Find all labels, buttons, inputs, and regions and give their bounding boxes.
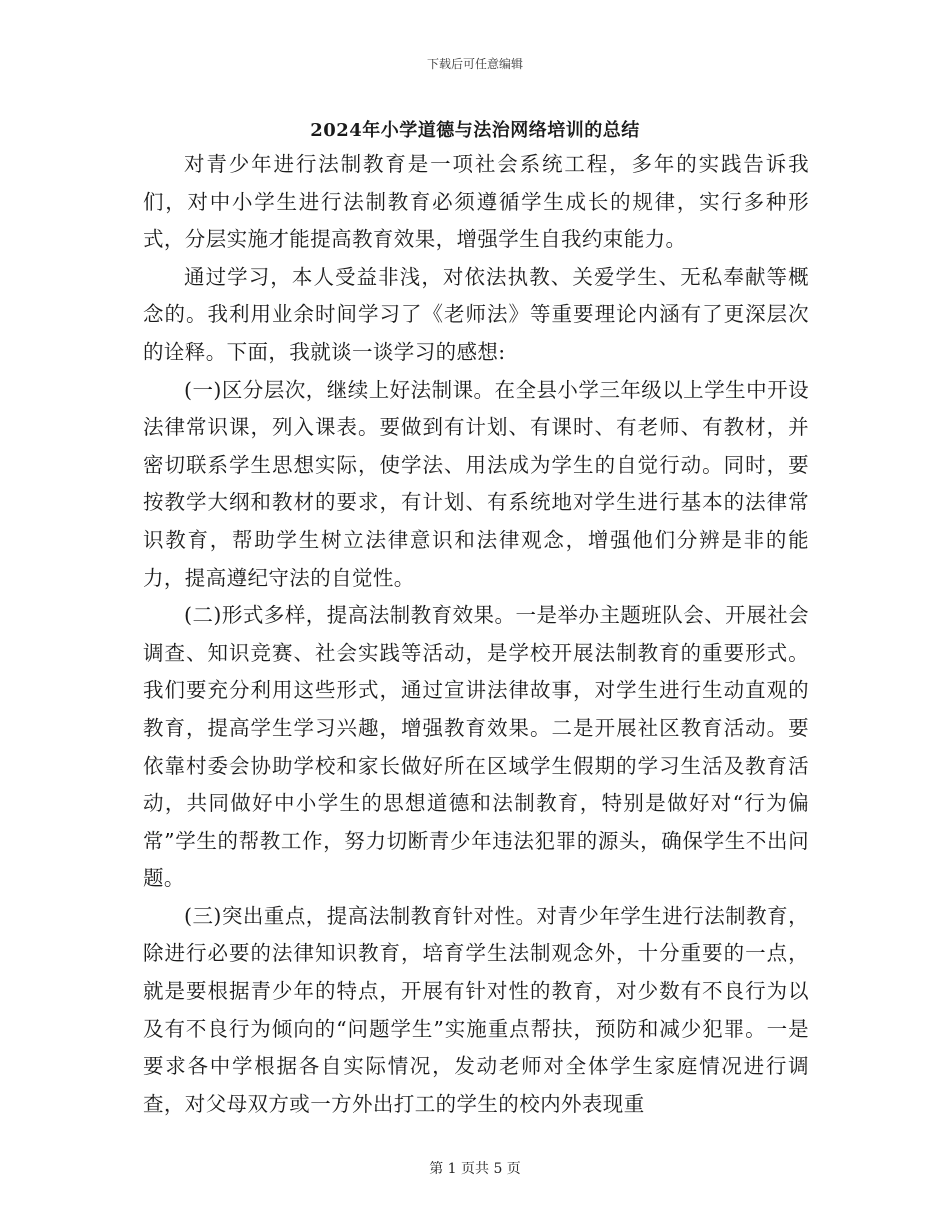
header-note: 下载后可任意编辑 [426,57,523,71]
paragraph-point-three: (三)突出重点，提高法制教育针对性。对青少年学生进行法制教育，除进行必要的法律知识教育，培育学生法制观念外，十分重要的一点，就是要根据青少年的特点，开展有针对性的教育，对少数有不良行为以及有不良行为倾向的“问题学生”实施重点帮扶，预防和减少犯罪。一是要求各中学根据各自实际情况，发动老师对全体学生家庭情况进行调查，对父母双方或一方外出打工的学生的校内外表现重 [143,903,809,1116]
document-title: 2024年小学道德与法治网络培训的总结 [310,120,640,141]
page-number: 第 1 页共 5 页 [429,1161,521,1177]
paragraph-intro: 对青少年进行法制教育是一项社会系统工程，多年的实践告诉我们，对中小学生进行法制教育必须遵循学生成长的规律，实行多种形式，分层实施才能提高教育效果，增强学生自我约束能力。 [143,152,809,252]
paragraph-point-two: (二)形式多样，提高法制教育效果。一是举办主题班队会、开展社会调查、知识竞赛、社会实践等活动，是学校开展法制教育的重要形式。我们要充分利用这些形式，通过宣讲法律故事，对学生进行生动直观的教育，提高学生学习兴趣，增强教育效果。二是开展社区教育活动。要依靠村委会协助学校和家长做好所在区域学生假期的学习生活及教育活动，共同做好中小学生的思想道德和法制教育，特别是做好对“行为偏常”学生的帮教工作，努力切断青少年违法犯罪的源头，确保学生不出问题。 [143,603,809,891]
paragraph-point-one: (一)区分层次，继续上好法制课。在全县小学三年级以上学生中开设法律常识课，列入课表。要做到有计划、有课时、有老师、有教材，并密切联系学生思想实际，使学法、用法成为学生的自觉行动。同时，要按教学大纲和教材的要求，有计划、有系统地对学生进行基本的法律常识教育，帮助学生树立法律意识和法律观念，增强他们分辨是非的能力，提高遵纪守法的自觉性。 [143,377,809,590]
paragraph-learning: 通过学习，本人受益非浅，对依法执教、关爱学生、无私奉献等概念的。我利用业余时间学习了《老师法》等重要理论内涵有了更深层次的诠释。下面，我就谈一谈学习的感想: [143,264,809,364]
document-body [143,146,809,1123]
